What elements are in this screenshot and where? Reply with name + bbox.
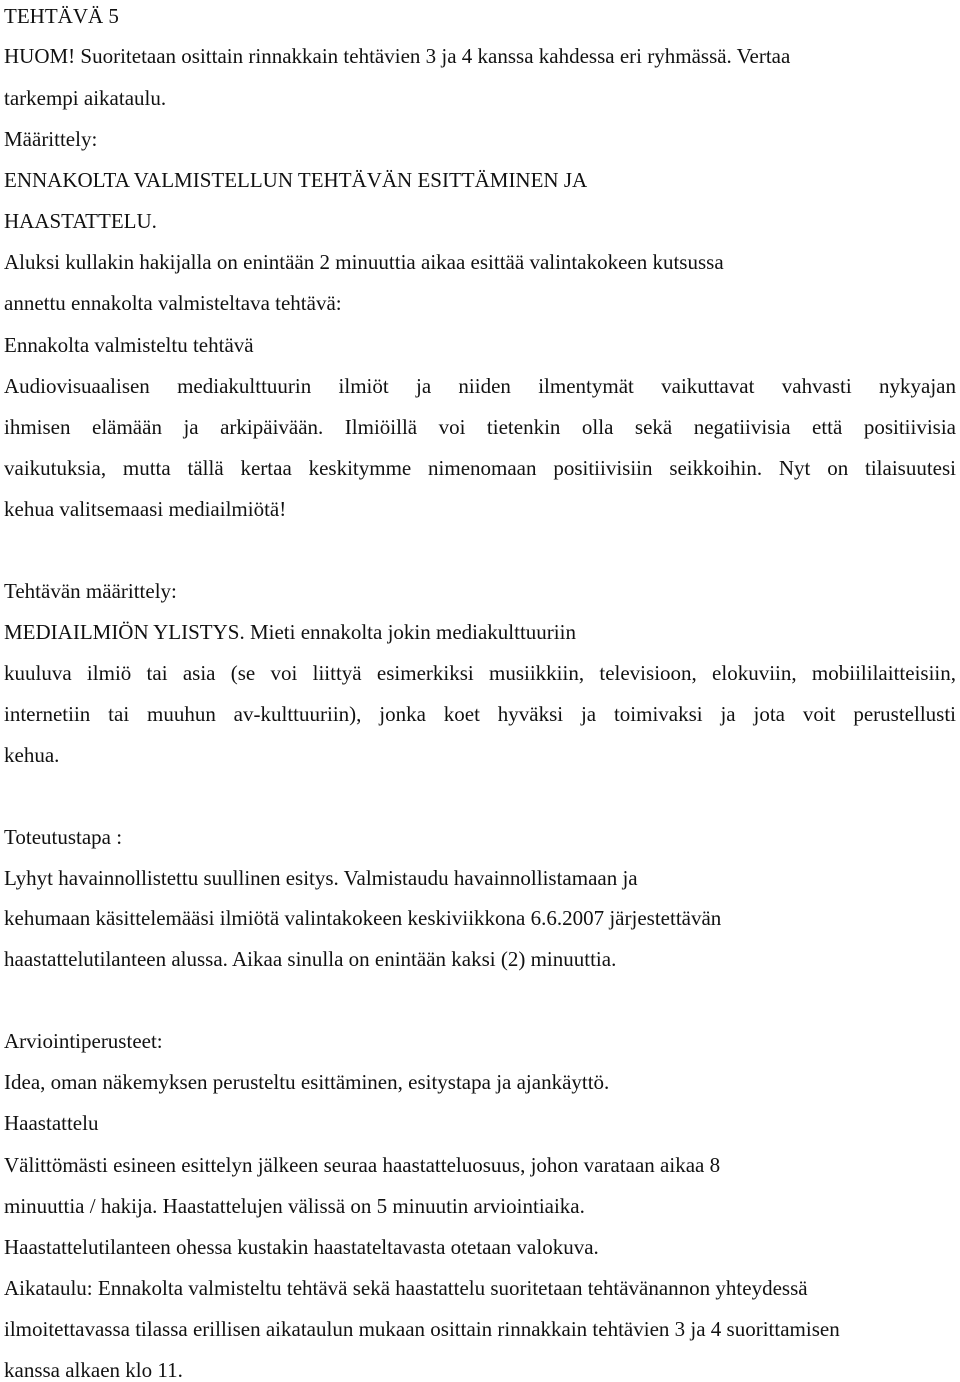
implementation-label: Toteutustapa : — [4, 825, 123, 849]
maarittely-label: Määrittely: — [4, 127, 98, 151]
schedule-para-line: ilmoitettavassa tilassa erillisen aikataulun mukaan osittain rinnakkain tehtävien 3 ja 4 suorittamisen — [4, 1317, 840, 1341]
heading-line-2: HAASTATTELU. — [4, 209, 157, 233]
task-para-line: vaikutuksia, mutta tällä kertaa keskitymme nimenomaan positiivisiin seikkoihin. Nyt on tilaisuutesi — [4, 456, 956, 480]
task-label: Ennakolta valmisteltu tehtävä — [4, 333, 254, 357]
huom-line-1: HUOM! Suoritetaan osittain rinnakkain tehtävien 3 ja 4 kanssa kahdessa eri ryhmässä. Vertaa — [4, 44, 791, 68]
task-para-line: Audiovisuaalisen mediakulttuurin ilmiöt ja niiden ilmentymät vaikuttavat vahvasti nykyajan — [4, 374, 956, 398]
interview-para-line: Välittömästi esineen esittelyn jälkeen seuraa haastatteluosuus, johon varataan aikaa 8 — [4, 1153, 721, 1177]
interview-para-line: minuuttia / hakija. Haastattelujen välissä on 5 minuutin arviointiaika. — [4, 1194, 585, 1218]
document-title: TEHTÄVÄ 5 — [4, 4, 119, 28]
task-para-line: ihmisen elämään ja arkipäivään. Ilmiöillä voi tietenkin olla sekä negatiivisia että positiivisia — [4, 415, 956, 439]
huom-line-2: tarkempi aikataulu. — [4, 86, 167, 110]
intro-line-1: Aluksi kullakin hakijalla on enintään 2 minuuttia aikaa esittää valintakokeen kutsussa — [4, 250, 724, 274]
task-para-line: kehua valitsemaasi mediailmiötä! — [4, 497, 287, 521]
definition-label: Tehtävän määrittely: — [4, 579, 177, 603]
schedule-para-line: Aikataulu: Ennakolta valmisteltu tehtävä sekä haastattelu suoritetaan tehtävänannon yhteydessä — [4, 1276, 808, 1300]
definition-para-line: kehua. — [4, 743, 60, 767]
implementation-para-line: haastattelutilanteen alussa. Aikaa sinulla on enintään kaksi (2) minuuttia. — [4, 947, 617, 971]
definition-para-line: kuuluva ilmiö tai asia (se voi liittyä esimerkiksi musiikkiin, televisioon, elokuviin, mobiililaitteisiin, — [4, 661, 956, 685]
implementation-para-line: kehumaan käsittelemääsi ilmiötä valintakokeen keskiviikkona 6.6.2007 järjestettävän — [4, 906, 722, 930]
schedule-para-line: kanssa alkaen klo 11. — [4, 1358, 183, 1382]
definition-para-line: MEDIAILMIÖN YLISTYS. Mieti ennakolta jokin mediakulttuuriin — [4, 620, 576, 644]
criteria-text: Idea, oman näkemyksen perusteltu esittäminen, esitystapa ja ajankäyttö. — [4, 1070, 610, 1094]
interview-para-line: Haastattelutilanteen ohessa kustakin haastateltavasta otetaan valokuva. — [4, 1235, 599, 1259]
implementation-para-line: Lyhyt havainnollistettu suullinen esitys. Valmistaudu havainnollistamaan ja — [4, 866, 638, 890]
intro-line-2: annettu ennakolta valmisteltava tehtävä: — [4, 291, 342, 315]
definition-para-line: internetiin tai muuhun av-kulttuuriin), jonka koet hyväksi ja toimivaksi ja jota voit perustellusti — [4, 702, 956, 726]
interview-label: Haastattelu — [4, 1111, 99, 1135]
heading-line-1: ENNAKOLTA VALMISTELLUN TEHTÄVÄN ESITTÄMINEN JA — [4, 168, 588, 192]
criteria-label: Arviointiperusteet: — [4, 1029, 163, 1053]
